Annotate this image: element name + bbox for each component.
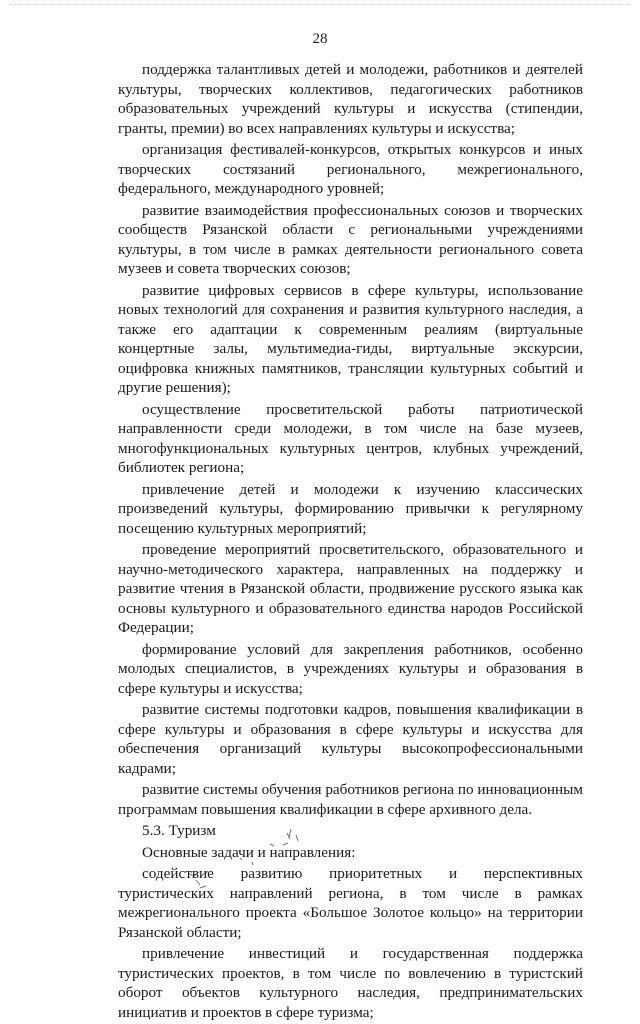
paragraph-support-talents: поддержка талантливых детей и молодежи, работников и деятелей культуры, творческих коллективов, педагогических работников образовательных учреждений культуры и искусства (стипендии, гранты, премии) во всех направлениях культуры и искусства; [118, 61, 583, 137]
page-number: 28 [312, 31, 328, 47]
paragraph-retaining-staff: формирование условий для закрепления работников, особенно молодых специалистов, в учреждениях культуры и образования в сфере культуры и искусства; [118, 640, 583, 697]
paragraph-classics-youth: привлечение детей и молодежи к изучению классических произведений культуры, формированию привычки к регулярному посещению культурных мероприятий; [118, 480, 583, 537]
scan-edge-marks [10, 4, 630, 9]
paragraph-patriotic-education: осуществление просветительской работы патриотической направленности среди молодежи, в том числе на базе музеев, многофункциональных культурных центров, клубных учреждений, библиотек региона; [118, 400, 583, 476]
paragraph-tourism-directions: содействие развитию приоритетных и перспективных туристических направлений региона, в том числе в рамках межрегионального проекта «Большое Золотое кольцо» на территории Рязанской области; [118, 865, 583, 941]
paragraph-staff-training: развитие системы подготовки кадров, повышения квалификации в сфере культуры и образования в сфере культуры и искусства для обеспечения организаций культуры высокопрофессиональными кадрами; [118, 701, 583, 777]
paragraph-tourism-investments: привлечение инвестиций и государственная поддержка туристических проектов, в том числе по вовлечению в туристский оборот объектов культурного наследия, предпринимательских инициатив и проектов в сфере туризма; [118, 945, 583, 1021]
section-heading-tourism: 5.3. Туризм [142, 822, 216, 839]
body-text [118, 60, 583, 1024]
paragraph-unions-interaction: развитие взаимодействия профессиональных союзов и творческих сообществ Рязанской области с региональными учреждениями культуры, в том числе в рамках деятельности регионального совета музеев и совета творческих союзов; [118, 201, 583, 277]
paragraph-archive-training: развитие системы обучения работников региона по инновационным программам повышения квалификации в сфере архивного дела. [118, 781, 583, 818]
subheading-main-tasks: Основные задачи и направления: [142, 843, 356, 861]
paragraph-digital-services: развитие цифровых сервисов в сфере культуры, использование новых технологий для сохранения и развития культурного наследия, а также его адаптации к современным реалиям (виртуальные концертные залы, мультимедиа-гиды, виртуальные экскурсии, оцифровка книжных памятников, трансляции культурных событий и другие решения); [118, 281, 583, 396]
paragraph-festivals: организация фестивалей-конкурсов, открытых конкурсов и иных творческих состязаний регионального, межрегионального, федерального, международного уровней; [118, 141, 583, 197]
paragraph-reading-support: проведение мероприятий просветительского, образовательного и научно-методического характера, направленных на поддержку и развитие чтения в Рязанской области, продвижение русского языка как основы культурного и образовательного единства народов Российской Федерации; [118, 541, 583, 636]
